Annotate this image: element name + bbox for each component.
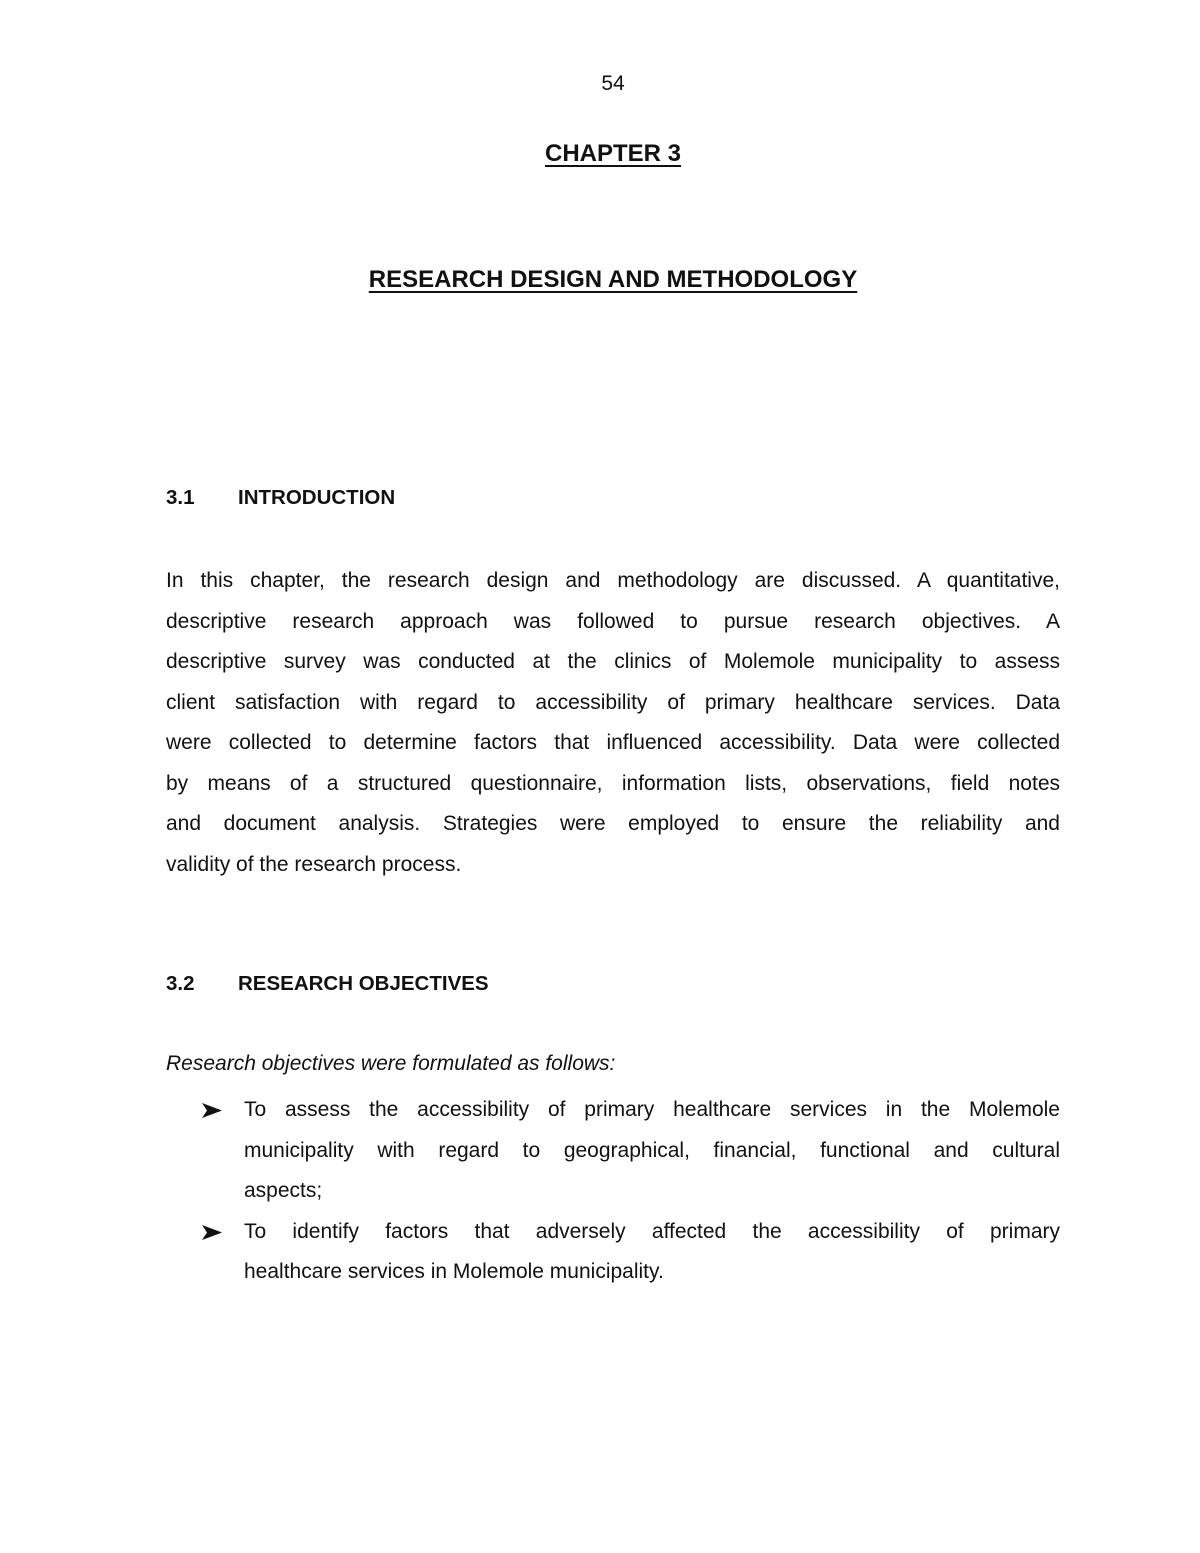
paragraph-line: and document analysis. Strategies were employed to ensure the reliability and bbox=[166, 812, 1060, 835]
objectives-list bbox=[166, 1090, 1060, 1293]
list-item bbox=[166, 1212, 1060, 1293]
paragraph-line: client satisfaction with regard to accessibility of primary healthcare services. Data bbox=[166, 690, 1060, 714]
section-title: RESEARCH OBJECTIVES bbox=[238, 972, 489, 995]
list-item-line: aspects; bbox=[244, 1179, 323, 1202]
introduction-paragraph bbox=[166, 561, 1060, 885]
chapter-subtitle: RESEARCH DESIGN AND METHODOLOGY bbox=[368, 266, 858, 293]
list-item-line: To assess the accessibility of primary healthcare services in the Molemole bbox=[244, 1098, 1060, 1121]
paragraph-line: descriptive research approach was followed to pursue research objectives. A bbox=[166, 609, 1060, 633]
list-item-line: To identify factors that adversely affected the accessibility of primary bbox=[244, 1219, 1060, 1243]
list-item-line: healthcare services in Molemole municipality. bbox=[244, 1260, 664, 1283]
chapter-title: CHAPTER 3 bbox=[544, 140, 682, 167]
list-item bbox=[166, 1090, 1060, 1212]
arrowhead-bullet-icon bbox=[200, 1224, 224, 1241]
page-number: 54 bbox=[601, 72, 625, 95]
paragraph-line: were collected to determine factors that influenced accessibility. Data were collected bbox=[166, 731, 1060, 754]
objectives-lead-text: Research objectives were formulated as follows: bbox=[166, 1052, 616, 1075]
paragraph-line: In this chapter, the research design and methodology are discussed. A quantitative, bbox=[166, 569, 1060, 592]
section-number: 3.1 bbox=[166, 486, 195, 509]
arrowhead-bullet-icon bbox=[200, 1102, 224, 1119]
section-title: INTRODUCTION bbox=[238, 486, 396, 509]
paragraph-line: by means of a structured questionnaire, information lists, observations, field notes bbox=[166, 771, 1060, 795]
section-heading-research-objectives bbox=[166, 972, 489, 996]
paragraph-line: validity of the research process. bbox=[166, 852, 462, 876]
section-number: 3.2 bbox=[166, 972, 195, 995]
paragraph-line: descriptive survey was conducted at the clinics of Molemole municipality to assess bbox=[166, 650, 1060, 673]
section-heading-introduction bbox=[166, 486, 395, 510]
list-item-line: municipality with regard to geographical, financial, functional and cultural bbox=[244, 1138, 1060, 1162]
